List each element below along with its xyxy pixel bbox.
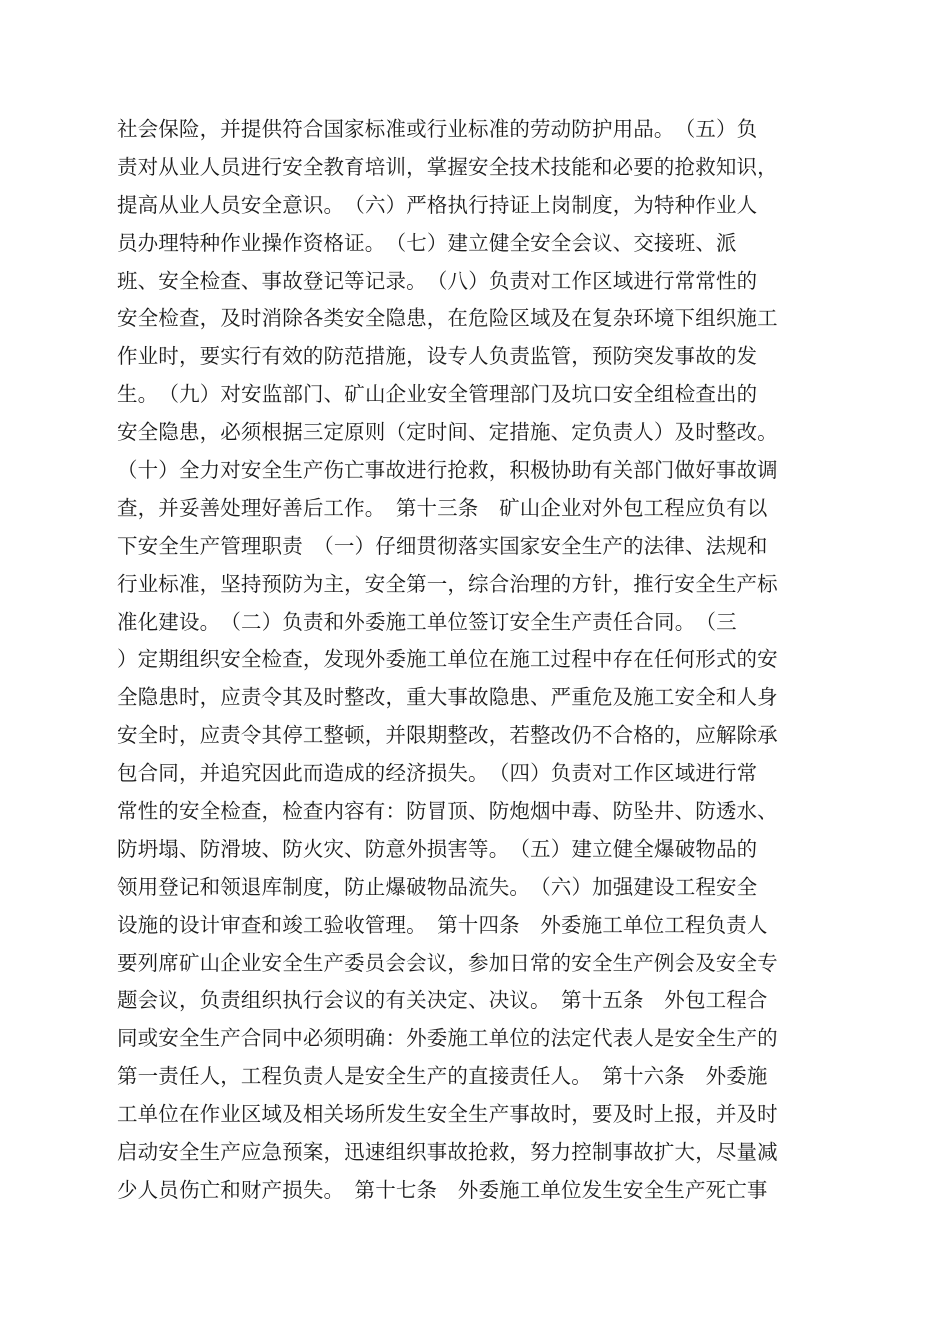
text-line: 生。 （九）对安监部门、矿山企业安全管理部门及坑口安全组检查出的 (117, 382, 758, 407)
text-line: 防坍塌、防滑坡、防火灾、防意外损害等。 （五）建立健全爆破物品的 (117, 836, 758, 861)
text-line: 提高从业人员安全意识。 （六）严格执行持证上岗制度，为特种作业人 (117, 192, 758, 217)
text-line: 作业时，要实行有效的防范措施，设专人负责监管，预防突发事故的发 (117, 344, 758, 369)
text-line: 题会议，负责组织执行会议的有关决定、决议。 第十五条 外包工程合 (117, 988, 768, 1013)
text-line: 设施的设计审查和竣工验收管理。 第十四条 外委施工单位工程负责人 (117, 912, 768, 937)
text-line: 下安全生产管理职责 （一）仔细贯彻落实国家安全生产的法律、法规和 (117, 533, 768, 558)
text-line: 包合同，并追究因此而造成的经济损失。 （四）负责对工作区域进行常 (117, 761, 758, 786)
text-line: 员办理特种作业操作资格证。 （七）建立健全安全会议、交接班、派 (117, 230, 737, 255)
text-line: ）定期组织安全检查，发现外委施工单位在施工过程中存在任何形式的安 (117, 647, 778, 672)
text-line: 行业标准，坚持预防为主，安全第一，综合治理的方针，推行安全生产标 (117, 571, 778, 596)
text-line: 少人员伤亡和财产损失。 第十七条 外委施工单位发生安全生产死亡事 (117, 1177, 768, 1202)
text-line: 要列席矿山企业安全生产委员会会议，参加日常的安全生产例会及安全专 (117, 950, 778, 975)
text-line: 准化建设。 （二）负责和外委施工单位签订安全生产责任合同。 （三 (117, 609, 737, 634)
text-line: 常性的安全检查，检查内容有：防冒顶、防炮烟中毒、防坠井、防透水、 (117, 799, 778, 824)
text-line: 安全检查，及时消除各类安全隐患，在危险区域及在复杂环境下组织施工 (117, 306, 778, 331)
text-line: （十）全力对安全生产伤亡事故进行抢救，积极协助有关部门做好事故调 (117, 458, 778, 483)
text-line: 领用登记和领退库制度，防止爆破物品流失。 （六）加强建设工程安全 (117, 874, 758, 899)
document-body-text (117, 111, 837, 1210)
text-line: 社会保险，并提供符合国家标准或行业标准的劳动防护用品。 （五）负 (117, 117, 758, 141)
text-line: 全隐患时，应责令其及时整改，重大事故隐患、严重危及施工安全和人身 (117, 685, 778, 710)
text-line: 同或安全生产合同中必须明确：外委施工单位的法定代表人是安全生产的 (117, 1026, 778, 1051)
text-line: 第一责任人，工程负责人是安全生产的直接责任人。 第十六条 外委施 (117, 1064, 768, 1089)
text-line: 班、安全检查、事故登记等记录。 （八）负责对工作区域进行常常性的 (117, 268, 758, 293)
text-line: 安全时，应责令其停工整顿，并限期整改，若整改仍不合格的，应解除承 (117, 723, 778, 748)
text-line: 安全隐患，必须根据三定原则（定时间、定措施、定负责人）及时整改。 (117, 420, 778, 445)
text-line: 启动安全生产应急预案，迅速组织事故抢救，努力控制事故扩大，尽量减 (117, 1140, 778, 1165)
text-line: 查，并妥善处理好善后工作。 第十三条 矿山企业对外包工程应负有以 (117, 495, 768, 520)
text-line: 责对从业人员进行安全教育培训，掌握安全技术技能和必要的抢救知识， (117, 154, 778, 179)
text-line: 工单位在作业区域及相关场所发生安全生产事故时，要及时上报，并及时 (117, 1102, 778, 1127)
